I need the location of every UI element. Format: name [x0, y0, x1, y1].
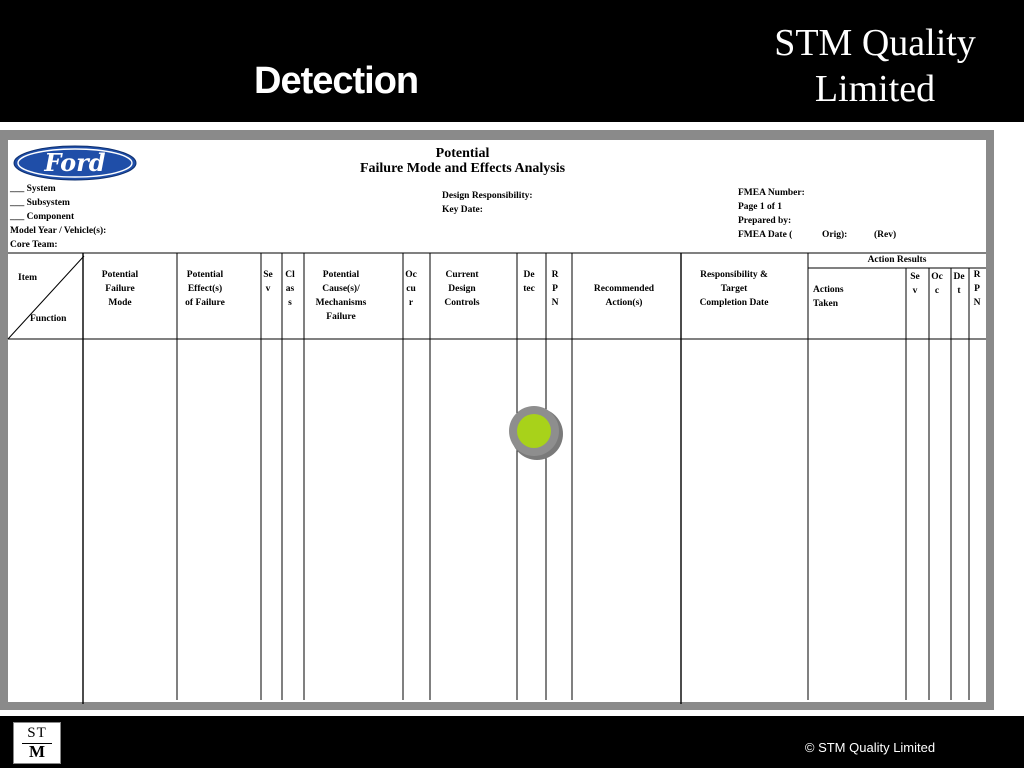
field-core-team: Core Team: — [10, 240, 58, 250]
stm-logo-bottom: M — [28, 742, 46, 761]
col-responsibility: Responsibility & Target Completion Date — [699, 270, 769, 308]
field-fmea-date: FMEA Date ( — [738, 230, 793, 240]
stm-logo — [13, 722, 61, 764]
col-rpn: RPN — [551, 270, 559, 308]
col-recommended-actions: Recommended Action(s) — [593, 284, 655, 308]
col-detec: Detec — [523, 270, 535, 294]
field-design-responsibility: Design Responsibility: — [442, 191, 533, 201]
form-title-fmea: Failure Mode and Effects Analysis — [359, 161, 566, 176]
ford-logo-icon — [13, 145, 137, 181]
fmea-form — [8, 140, 986, 702]
brand-line-2: Limited — [814, 68, 936, 110]
col-effects: Potential Effect(s) of Failure — [185, 270, 225, 308]
col-ar-sev: Sev — [910, 272, 920, 296]
col-function: Function — [30, 314, 67, 324]
field-system: ___ System — [10, 184, 56, 194]
col-failure-mode: Potential Failure Mode — [101, 270, 139, 308]
col-ar-occ: Occ — [931, 272, 943, 296]
col-ar-det: Det — [953, 272, 965, 296]
slide-title: Detection — [254, 60, 419, 102]
brand-name — [740, 20, 1010, 112]
field-prepared-by: Prepared by: — [738, 216, 792, 226]
col-item: Item — [18, 273, 37, 283]
field-fmea-number: FMEA Number: — [738, 188, 805, 198]
col-controls: Current Design Controls — [444, 270, 480, 308]
field-page: Page 1 of 1 — [738, 202, 783, 212]
ford-logo-text: Ford — [44, 148, 106, 177]
col-class: Class — [285, 270, 295, 308]
field-rev: (Rev) — [874, 230, 897, 240]
col-action-results: Action Results — [867, 255, 927, 265]
copyright-text: © STM Quality Limited — [804, 740, 936, 755]
field-subsystem: ___ Subsystem — [10, 198, 70, 208]
col-ar-rpn: RPN — [973, 270, 981, 308]
field-model-year: Model Year / Vehicle(s): — [10, 226, 107, 236]
col-actions-taken: Actions Taken — [813, 285, 844, 309]
form-title-potential: Potential — [435, 146, 490, 161]
col-causes: Potential Cause(s)/ Mechanisms Failure — [315, 270, 367, 322]
stm-logo-top: ST — [27, 725, 47, 741]
field-orig: Orig): — [822, 230, 848, 240]
field-key-date: Key Date: — [442, 205, 483, 215]
col-occur: Occur — [405, 270, 417, 308]
col-sev: Sev — [263, 270, 273, 294]
field-component: ___ Component — [10, 212, 75, 222]
highlight-dot-icon — [508, 404, 564, 460]
brand-line-1: STM Quality — [774, 22, 976, 64]
